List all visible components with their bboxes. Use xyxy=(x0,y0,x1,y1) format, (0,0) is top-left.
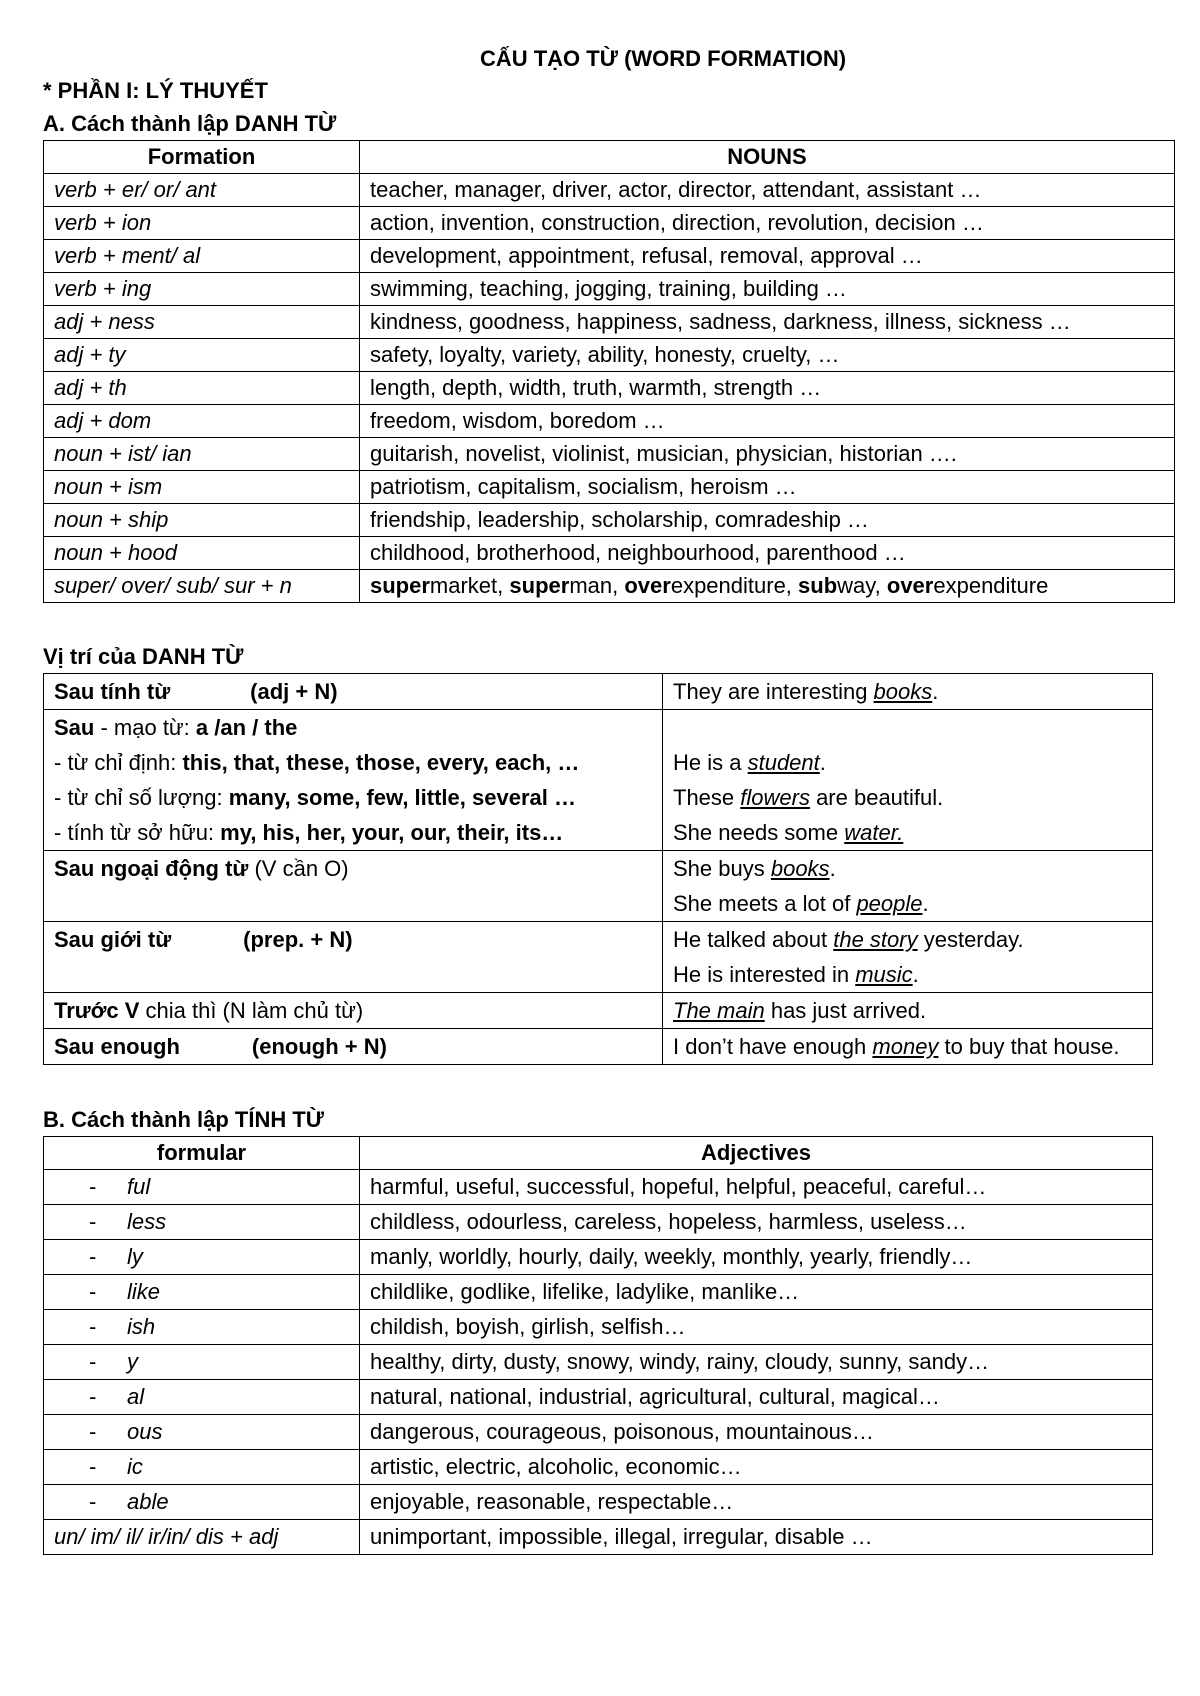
formation-cell xyxy=(44,1240,360,1275)
bullet-dash: - xyxy=(89,1174,97,1199)
position-heading: Vị trí của DANH TỪ xyxy=(43,644,244,669)
suffix-text: like xyxy=(127,1279,161,1304)
examples-cell: length, depth, width, truth, warmth, strength … xyxy=(360,372,1175,405)
part-heading: * PHẦN I: LÝ THUYẾT xyxy=(43,78,268,103)
table-row xyxy=(44,710,1153,851)
adjective-formation-table xyxy=(43,1136,1153,1555)
table-row xyxy=(44,504,1175,537)
bullet-dash: - xyxy=(89,1349,97,1374)
examples-cell: childlike, godlike, lifelike, ladylike, manlike… xyxy=(360,1275,1153,1310)
bullet-dash: - xyxy=(89,1419,97,1444)
table-row xyxy=(44,1240,1153,1275)
examples-cell: safety, loyalty, variety, ability, honesty, cruelty, … xyxy=(360,339,1175,372)
rule-cell: Trước V chia thì (N làm chủ từ) xyxy=(44,993,663,1029)
suffix-text: less xyxy=(127,1209,167,1234)
table-row xyxy=(44,306,1175,339)
bullet-dash: - xyxy=(89,1454,97,1479)
bullet-dash: - xyxy=(89,1209,97,1234)
column-header: Formation xyxy=(44,141,360,174)
formation-cell xyxy=(44,1380,360,1415)
suffix-text: ful xyxy=(127,1174,151,1199)
suffix-text: ish xyxy=(127,1314,156,1339)
table-row xyxy=(44,570,1175,603)
table-row xyxy=(44,1275,1153,1310)
examples-cell: natural, national, industrial, agricultural, cultural, magical… xyxy=(360,1380,1153,1415)
bullet-dash: - xyxy=(89,1279,97,1304)
adjective-table-body xyxy=(44,1170,1153,1520)
bullet-dash: - xyxy=(89,1244,97,1269)
example-cell: They are interesting books. xyxy=(663,674,1153,710)
examples-cell: childish, boyish, girlish, selfish… xyxy=(360,1310,1153,1345)
examples-cell: artistic, electric, alcoholic, economic… xyxy=(360,1450,1153,1485)
column-header: Adjectives xyxy=(360,1137,1153,1170)
formation-cell: verb + ment/ al xyxy=(44,240,360,273)
example-cell: He is a student. These flowers are beautiful. She needs some water. xyxy=(663,710,1153,851)
formation-cell xyxy=(44,1170,360,1205)
noun-formation-table xyxy=(43,140,1175,603)
examples-cell: enjoyable, reasonable, respectable… xyxy=(360,1485,1153,1520)
example-cell: He talked about the story yesterday. He is interested in music. xyxy=(663,922,1153,993)
examples-cell: friendship, leadership, scholarship, comradeship … xyxy=(360,504,1175,537)
table-row xyxy=(44,471,1175,504)
bullet-dash: - xyxy=(89,1314,97,1339)
formation-cell: super/ over/ sub/ sur + n xyxy=(44,570,360,603)
table-row xyxy=(44,174,1175,207)
examples-cell: healthy, dirty, dusty, snowy, windy, rainy, cloudy, sunny, sandy… xyxy=(360,1345,1153,1380)
column-header: NOUNS xyxy=(360,141,1175,174)
rule-cell: Sau giới từ (prep. + N) xyxy=(44,922,663,993)
bullet-dash: - xyxy=(89,1489,97,1514)
formation-cell xyxy=(44,1275,360,1310)
examples-cell: childhood, brotherhood, neighbourhood, parenthood … xyxy=(360,537,1175,570)
examples-cell: swimming, teaching, jogging, training, building … xyxy=(360,273,1175,306)
examples-cell: freedom, wisdom, boredom … xyxy=(360,405,1175,438)
table-row xyxy=(44,372,1175,405)
formation-cell: verb + ion xyxy=(44,207,360,240)
table-row xyxy=(44,1205,1153,1240)
formation-cell: noun + ism xyxy=(44,471,360,504)
table-row xyxy=(44,1485,1153,1520)
examples-cell: childless, odourless, careless, hopeless, harmless, useless… xyxy=(360,1205,1153,1240)
bullet-dash: - xyxy=(89,1384,97,1409)
document-page xyxy=(43,44,1173,1555)
section-a-heading: A. Cách thành lập DANH TỪ xyxy=(43,111,337,136)
table-row xyxy=(44,240,1175,273)
suffix-text: ous xyxy=(127,1419,163,1444)
examples-cell: manly, worldly, hourly, daily, weekly, monthly, yearly, friendly… xyxy=(360,1240,1153,1275)
rule-cell: Sau enough (enough + N) xyxy=(44,1029,663,1065)
formation-cell: adj + dom xyxy=(44,405,360,438)
examples-cell: dangerous, courageous, poisonous, mountainous… xyxy=(360,1415,1153,1450)
noun-position-table xyxy=(43,673,1153,1065)
formation-cell: un/ im/ il/ ir/in/ dis + adj xyxy=(44,1520,360,1555)
formation-cell: verb + ing xyxy=(44,273,360,306)
table-row xyxy=(44,922,1153,993)
table-row xyxy=(44,674,1153,710)
formation-cell: adj + ty xyxy=(44,339,360,372)
formation-cell: verb + er/ or/ ant xyxy=(44,174,360,207)
table-row xyxy=(44,537,1175,570)
section-b-heading: B. Cách thành lập TÍNH TỪ xyxy=(43,1107,325,1132)
rule-cell: Sau tính từ (adj + N) xyxy=(44,674,663,710)
table-row xyxy=(44,1415,1153,1450)
suffix-text: able xyxy=(127,1489,169,1514)
formation-cell xyxy=(44,1485,360,1520)
examples-cell: kindness, goodness, happiness, sadness, darkness, illness, sickness … xyxy=(360,306,1175,339)
example-cell: She buys books. She meets a lot of people. xyxy=(663,851,1153,922)
table-row xyxy=(44,1170,1153,1205)
examples-cell: guitarish, novelist, violinist, musician, physician, historian …. xyxy=(360,438,1175,471)
table-row xyxy=(44,851,1153,922)
example-cell: The main has just arrived. xyxy=(663,993,1153,1029)
formation-cell xyxy=(44,1345,360,1380)
formation-cell: noun + ship xyxy=(44,504,360,537)
formation-cell: adj + th xyxy=(44,372,360,405)
formation-cell xyxy=(44,1205,360,1240)
examples-cell: unimportant, impossible, illegal, irregular, disable … xyxy=(360,1520,1153,1555)
document-title: CẤU TẠO TỪ (WORD FORMATION) xyxy=(479,46,847,71)
formation-cell xyxy=(44,1450,360,1485)
table-row xyxy=(44,339,1175,372)
examples-cell: development, appointment, refusal, removal, approval … xyxy=(360,240,1175,273)
noun-table-body xyxy=(44,174,1175,570)
examples-cell: supermarket, superman, overexpenditure, subway, overexpenditure xyxy=(360,570,1175,603)
formation-cell: adj + ness xyxy=(44,306,360,339)
rule-cell: Sau ngoại động từ (V cần O) xyxy=(44,851,663,922)
suffix-text: al xyxy=(127,1384,145,1409)
table-row xyxy=(44,1029,1153,1065)
table-row xyxy=(44,405,1175,438)
examples-cell: harmful, useful, successful, hopeful, helpful, peaceful, careful… xyxy=(360,1170,1153,1205)
suffix-text: y xyxy=(127,1349,138,1374)
table-row xyxy=(44,207,1175,240)
table-row xyxy=(44,1345,1153,1380)
table-row xyxy=(44,1520,1153,1555)
example-cell: I don’t have enough money to buy that house. xyxy=(663,1029,1153,1065)
table-row xyxy=(44,273,1175,306)
column-header: formular xyxy=(44,1137,360,1170)
suffix-text: ic xyxy=(127,1454,143,1479)
formation-cell xyxy=(44,1415,360,1450)
table-row xyxy=(44,993,1153,1029)
examples-cell: patriotism, capitalism, socialism, heroism … xyxy=(360,471,1175,504)
examples-cell: action, invention, construction, direction, revolution, decision … xyxy=(360,207,1175,240)
formation-cell: noun + ist/ ian xyxy=(44,438,360,471)
table-row xyxy=(44,1450,1153,1485)
formation-cell: noun + hood xyxy=(44,537,360,570)
formation-cell xyxy=(44,1310,360,1345)
suffix-text: ly xyxy=(127,1244,143,1269)
table-row xyxy=(44,1380,1153,1415)
examples-cell: teacher, manager, driver, actor, director, attendant, assistant … xyxy=(360,174,1175,207)
table-row xyxy=(44,438,1175,471)
rule-cell: Sau - mạo từ: a /an / the - từ chỉ định: this, that, these, those, every, each, … - từ chỉ số lượng: many, some, few, little, several … - tính từ sở hữu: my, his, her, your, our, their, its… xyxy=(44,710,663,851)
table-row xyxy=(44,1310,1153,1345)
